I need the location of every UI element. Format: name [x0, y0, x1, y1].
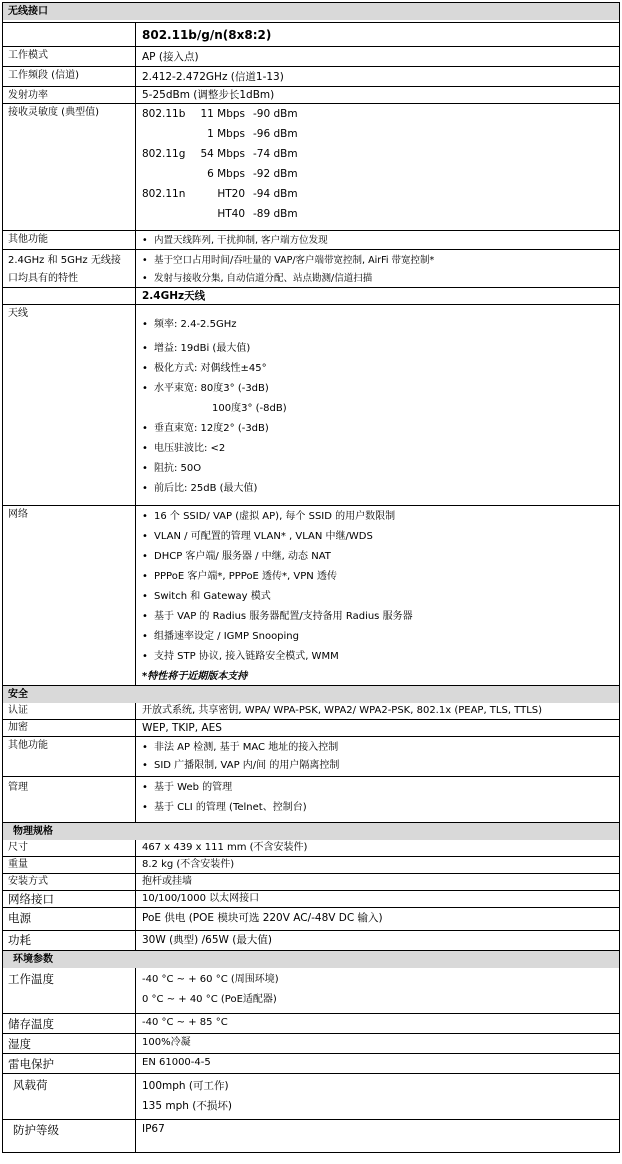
sensitivity-item: 1 Mbps -96 dBm: [207, 128, 298, 140]
sensitivity-item: HT40 -89 dBm: [217, 208, 298, 220]
size-value: 467 x 439 x 111 mm (不含安装件): [142, 842, 308, 853]
storage-temp-label: 储存温度: [3, 1014, 136, 1033]
consumption-row: [3, 930, 619, 950]
humidity-value: 100%冷凝: [142, 1037, 191, 1048]
security-other-row: [3, 736, 619, 776]
list-item: • VLAN / 可配置的管理 VLAN* , VLAN 中继/WDS: [142, 527, 613, 547]
sensitivity-label: 接收灵敏度 (典型值): [3, 104, 136, 230]
list-item: • 基于 Web 的管理: [142, 778, 613, 798]
mode-value: AP (接入点): [142, 51, 199, 63]
list-item: • 阻抗: 50O: [142, 459, 613, 479]
storage-temp-row: [3, 1013, 619, 1033]
dual-band-list: [136, 250, 619, 287]
section-title: 无线接口: [3, 3, 619, 20]
list-item: 0 °C ~ + 40 °C (PoE适配器): [142, 994, 277, 1005]
humidity-label: 湿度: [3, 1034, 136, 1053]
list-item: • 电压驻波比: <2: [142, 439, 613, 459]
mode-label: 工作模式: [3, 47, 136, 66]
auth-row: [3, 702, 619, 719]
auth-label: 认证: [3, 703, 136, 719]
power-row: [3, 86, 619, 103]
power-value: 5-25dBm (调整步长1dBm): [142, 89, 275, 101]
list-item: -40 °C ~ + 60 °C (周围环境): [142, 974, 279, 985]
list-item: • 垂直束宽: 12度2° (-3dB): [142, 419, 613, 439]
encryption-label: 加密: [3, 720, 136, 736]
standard-value: 802.11b/g/n(8x8:2): [142, 28, 272, 42]
port-value: 10/100/1000 以太网接口: [142, 893, 260, 904]
section-physical: [3, 822, 619, 839]
list-item: • 极化方式: 对偶线性±45°: [142, 359, 613, 379]
section-environment: [3, 950, 619, 967]
list-item: • 内置天线阵列, 干扰抑制, 客户端方位发现: [142, 233, 613, 249]
other-function-label: 其他功能: [3, 231, 136, 249]
antenna-title: 2.4GHz天线: [142, 290, 206, 302]
other-function-row: [3, 230, 619, 249]
install-value: 抱杆或挂墙: [142, 876, 192, 887]
list-item: • 基于 VAP 的 Radius 服务器配置/支持备用 Radius 服务器: [142, 607, 613, 627]
size-label: 尺寸: [3, 840, 136, 856]
power-supply-value: PoE 供电 (POE 模块可选 220V AC/-48V DC 输入): [142, 912, 383, 924]
wind-load-list: [136, 1074, 619, 1119]
operating-temp-row: [3, 967, 619, 1013]
list-item: • 16 个 SSID/ VAP (虚拟 AP), 每个 SSID 的用户数限制: [142, 507, 613, 527]
list-item: • 组播速率设定 / IGMP Snooping: [142, 627, 613, 647]
network-list: [136, 506, 619, 685]
operating-temp-list: [136, 968, 619, 1013]
list-item: 100mph (可工作): [142, 1080, 229, 1092]
network-note: *特性将于近期版本支持: [142, 671, 248, 682]
sensitivity-row: [3, 103, 619, 230]
dual-band-row: [3, 249, 619, 287]
list-item: • 前后比: 25dB (最大值): [142, 479, 613, 499]
band-value: 2.412-2.472GHz (信道1-13): [142, 71, 284, 83]
section-wireless: [3, 3, 619, 22]
auth-value: 开放式系统, 共享密钥, WPA/ WPA-PSK, WPA2/ WPA2-PSK, 802.1x (PEAP, TLS, TTLS): [142, 705, 543, 716]
list-item: • 水平束宽: 80度3° (-3dB): [142, 379, 613, 399]
security-other-list: [136, 737, 619, 776]
section-title: 安全: [3, 686, 619, 703]
operating-temp-label: 工作温度: [3, 968, 136, 1013]
install-label: 安装方式: [3, 874, 136, 890]
empty-label: [3, 23, 136, 46]
ip-rating-label: 防护等级: [3, 1120, 136, 1152]
port-label: 网络接口: [3, 891, 136, 907]
lightning-value: EN 61000-4-5: [142, 1057, 211, 1068]
ip-rating-value: IP67: [142, 1123, 165, 1135]
port-row: [3, 890, 619, 907]
wind-load-row: [3, 1073, 619, 1119]
list-item: • 基于空口占用时间/吞吐量的 VAP/客户端带宽控制, AirFi 带宽控制*: [142, 252, 613, 270]
section-security: [3, 685, 619, 702]
management-list: [136, 777, 619, 822]
list-item: • 发射与接收分集, 自动信道分配、站点勘测/信道扫描: [142, 270, 613, 288]
standard-row: [3, 22, 619, 46]
list-item: • 非法 AP 检测, 基于 MAC 地址的接入控制: [142, 739, 613, 757]
ip-rating-row: [3, 1119, 619, 1152]
management-row: [3, 776, 619, 822]
list-item: • PPPoE 客户端*, PPPoE 透传*, VPN 透传: [142, 567, 613, 587]
power-label: 发射功率: [3, 87, 136, 103]
weight-value: 8.2 kg (不含安装件): [142, 859, 235, 870]
spec-table: [2, 2, 620, 1153]
size-row: [3, 839, 619, 856]
storage-temp-value: -40 °C ~ + 85 °C: [142, 1017, 228, 1028]
power-supply-label: 电源: [3, 908, 136, 930]
sensitivity-item: 802.11b 11 Mbps -90 dBm: [142, 108, 298, 120]
section-title: 物理规格: [3, 823, 619, 840]
list-item: • DHCP 客户端/ 服务器 / 中继, 动态 NAT: [142, 547, 613, 567]
dual-band-label: 2.4GHz 和 5GHz 无线接口均具有的特性: [3, 250, 136, 287]
list-item: • 增益: 19dBi (最大值): [142, 339, 613, 359]
section-title: 环境参数: [3, 951, 619, 968]
power-supply-row: [3, 907, 619, 930]
mode-row: [3, 46, 619, 66]
antenna-label: 天线: [3, 305, 136, 505]
list-item: • 支持 STP 协议, 接入链路安全模式, WMM: [142, 647, 613, 667]
antenna-list: [136, 305, 619, 505]
humidity-row: [3, 1033, 619, 1053]
sensitivity-item: 802.11g 54 Mbps -74 dBm: [142, 148, 298, 160]
lightning-label: 雷电保护: [3, 1054, 136, 1073]
network-row: [3, 505, 619, 685]
install-row: [3, 873, 619, 890]
list-item: • 频率: 2.4-2.5GHz: [142, 311, 613, 339]
encryption-value: WEP, TKIP, AES: [142, 722, 222, 734]
list-item: • SID 广播限制, VAP 内/间 的用户隔离控制: [142, 757, 613, 775]
band-row: [3, 66, 619, 86]
other-function-list: [136, 231, 619, 249]
consumption-label: 功耗: [3, 931, 136, 950]
sensitivity-item: 802.11n HT20 -94 dBm: [142, 188, 298, 200]
sensitivity-item: 6 Mbps -92 dBm: [207, 168, 298, 180]
security-other-label: 其他功能: [3, 737, 136, 776]
sensitivity-list: [136, 104, 619, 230]
management-label: 管理: [3, 777, 136, 822]
wind-load-label: 风载荷: [3, 1074, 136, 1119]
network-label: 网络: [3, 506, 136, 685]
list-item: • Switch 和 Gateway 模式: [142, 587, 613, 607]
weight-label: 重量: [3, 857, 136, 873]
list-item: 100度3° (-8dB): [212, 403, 287, 414]
antenna-row: [3, 304, 619, 505]
antenna-header-row: [3, 287, 619, 304]
band-label: 工作频段 (信道): [3, 67, 136, 86]
encryption-row: [3, 719, 619, 736]
list-item: • 基于 CLI 的管理 (Telnet、控制台): [142, 798, 613, 818]
list-item: 135 mph (不损坏): [142, 1100, 232, 1112]
lightning-row: [3, 1053, 619, 1073]
empty-label: [3, 288, 136, 304]
consumption-value: 30W (典型) /65W (最大值): [142, 934, 272, 946]
weight-row: [3, 856, 619, 873]
